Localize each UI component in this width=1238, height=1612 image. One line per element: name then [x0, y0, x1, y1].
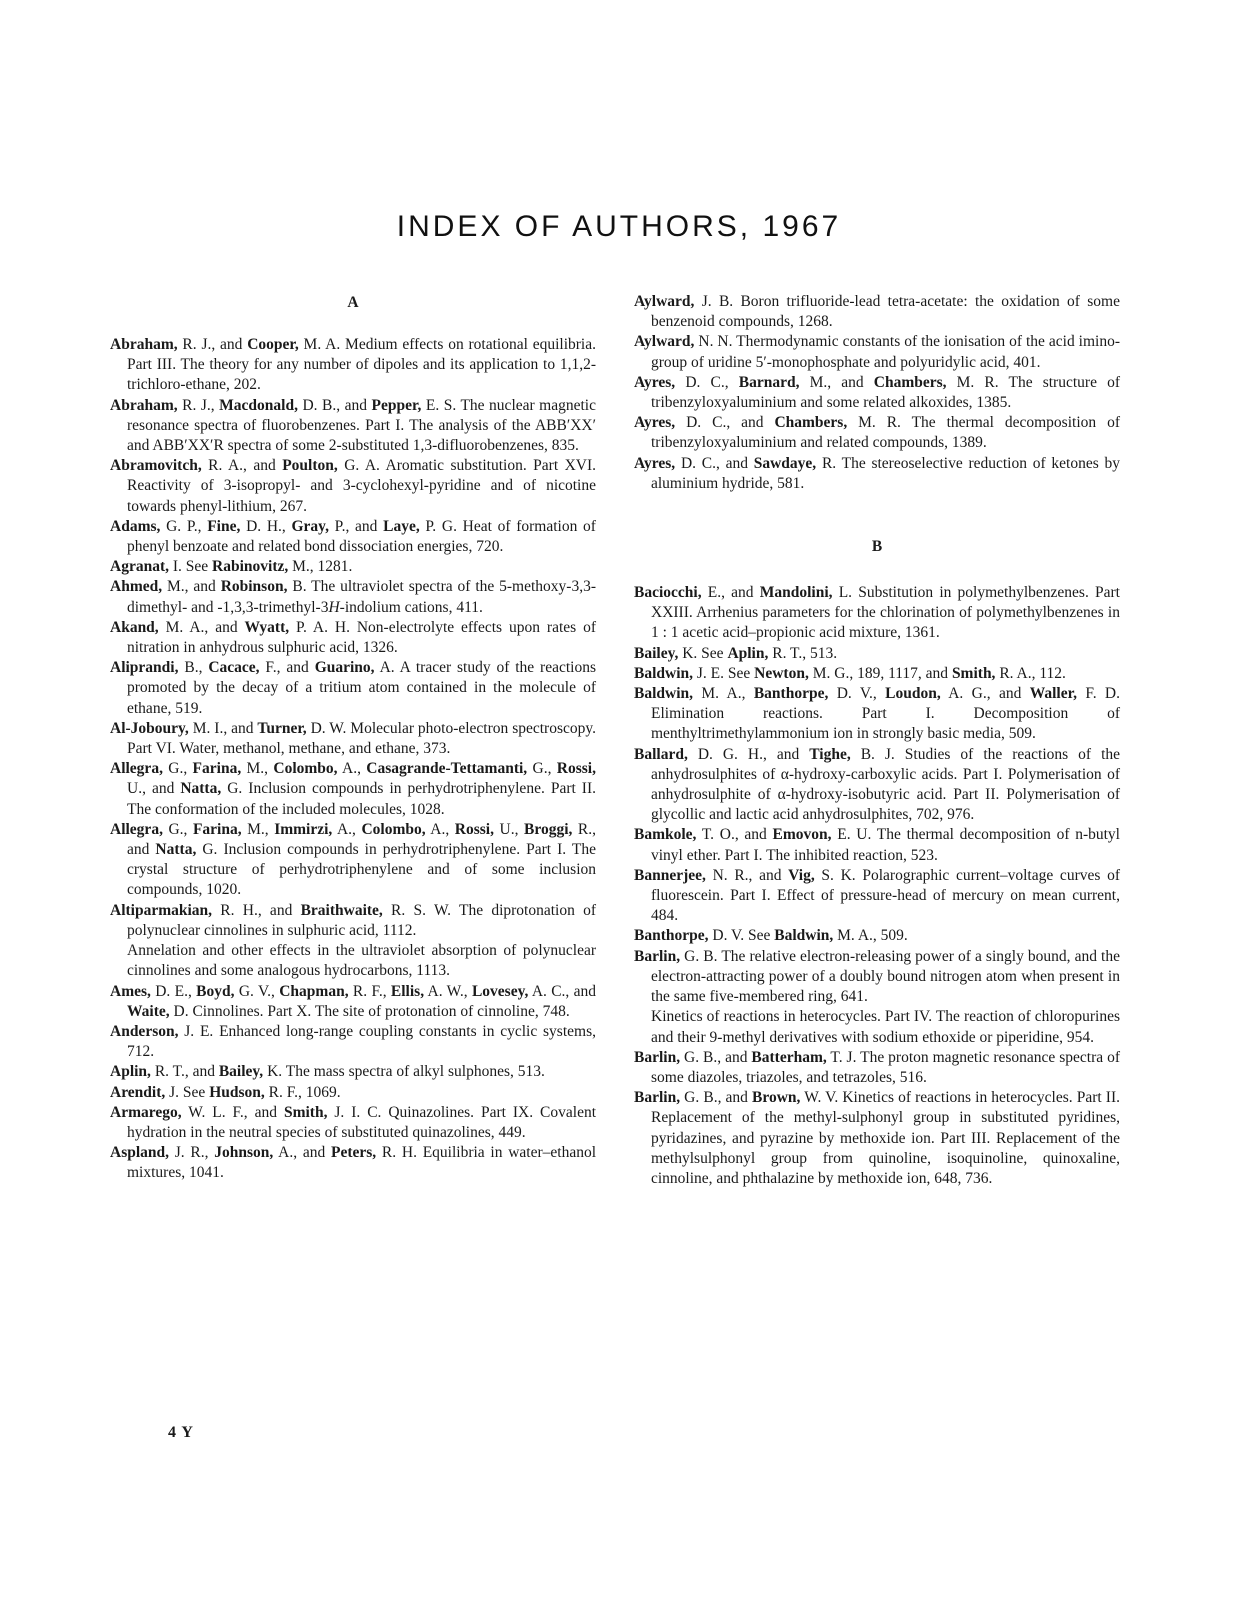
entry-text: A. C., and — [528, 982, 597, 1000]
author-name: Rossi, — [556, 760, 596, 778]
entry-text: G. P., — [160, 517, 208, 535]
author-name: Agranat, — [110, 558, 169, 576]
entry-text: D. W. Molecular photo-electron spectroscopy. Part VI. Water, methanol, methane, and ethane, 373. — [127, 719, 596, 758]
index-entry — [110, 1022, 596, 1062]
entry-text: J. E. See — [693, 664, 755, 682]
author-name: Mandolini, — [759, 584, 833, 602]
entry-text: G. Inclusion compounds in perhydrotriphenylene. Part I. The crystal structure of perhydrotriphenylene and of some inclusion compounds, 1020. — [127, 841, 596, 899]
author-name: Farina, — [192, 820, 242, 838]
author-name: Lovesey, — [471, 982, 529, 1000]
entry-text: A., — [337, 760, 367, 778]
entry-text: Annelation and other effects in the ultraviolet absorption of polynuclear cinnolines and some analogous hydrocarbons, 1113. — [127, 942, 596, 980]
author-name: Smith, — [951, 664, 996, 682]
author-name: Robinson, — [220, 578, 288, 596]
author-name: Arendit, — [110, 1083, 166, 1101]
page-folio: 4 Y — [168, 1424, 194, 1441]
entry-text: E. U. The thermal decomposition of n-butyl vinyl ether. Part I. The inhibited reaction, 523. — [651, 826, 1120, 864]
author-name: Gray, — [291, 517, 329, 535]
author-name: Tighe, — [809, 745, 851, 763]
index-entry — [110, 557, 596, 577]
index-entry — [634, 644, 1120, 664]
entry-text: D. C., and — [675, 454, 754, 472]
entry-text: N. N. Thermodynamic constants of the ionisation of the acid imino-group of uridine 5′-monophosphate and polyuridylic acid, 401. — [651, 333, 1120, 371]
author-name: Sawdaye, — [753, 454, 817, 472]
author-name: Colombo, — [273, 760, 338, 778]
entry-text: R. J., and — [177, 336, 248, 353]
index-entry — [634, 1088, 1120, 1189]
entry-text: G., — [527, 760, 557, 778]
entry-text: G. B. The relative electron-releasing power of a singly bound, and the electron-attracting power of a doubly bound nitrogen atom when present in the same five-membered ring, 641. — [651, 947, 1120, 1006]
index-entry — [110, 719, 596, 759]
index-entry — [110, 618, 596, 658]
author-name: Colombo, — [361, 820, 426, 838]
entry-text: D. B., and — [297, 396, 372, 414]
author-name: Abraham, — [110, 396, 178, 414]
entry-text: M. A. Medium effects on rotational equilibria. Part III. The theory for any number of dipoles and its application to 1,1,2-trichloro-ethane, 202. — [127, 336, 596, 394]
author-name: Chapman, — [279, 982, 349, 1000]
entry-text: G. V., — [234, 982, 280, 1000]
author-name: Loudon, — [885, 685, 941, 703]
entry-text: M. A., and — [158, 618, 245, 636]
author-name: Altiparmakian, — [110, 901, 213, 919]
index-entry — [634, 1048, 1120, 1088]
entry-text: R. J., — [177, 396, 220, 414]
author-name: Armarego, — [110, 1103, 182, 1121]
author-name: Allegra, — [110, 760, 163, 778]
author-name: Natta, — [180, 780, 222, 798]
entry-text: U., — [494, 820, 524, 838]
entry-text: R. The stereoselective reduction of ketones by aluminium hydride, 581. — [651, 454, 1120, 492]
entry-text: B. J. Studies of the reactions of the anhydrosulphites of α-hydroxy-carboxylic acids. Part I. Polymerisation of anhydrosulphite of α-hydroxy-isobutyric acid. Part II. Polymerisation of glycollic and lactic acid anhydrosulphites, 702, 976. — [651, 745, 1120, 824]
author-name: Vig, — [788, 866, 815, 884]
index-entry — [110, 1083, 596, 1103]
entry-text: F., and — [259, 659, 315, 677]
index-entry — [110, 901, 596, 941]
author-name: Aplin, — [727, 644, 769, 662]
index-entry — [634, 332, 1120, 372]
index-entry — [110, 577, 596, 617]
author-name: Pepper, — [371, 396, 422, 414]
author-name: Laye, — [383, 517, 420, 535]
author-name: Hudson, — [209, 1083, 265, 1101]
author-name: Aplin, — [110, 1063, 151, 1081]
index-entry — [110, 658, 596, 719]
author-name: Anderson, — [110, 1022, 179, 1040]
author-name: Peters, — [331, 1144, 377, 1162]
index-entry — [110, 335, 596, 396]
entry-text: D. E., — [150, 982, 197, 1000]
entry-text: R. F., — [348, 982, 391, 1000]
author-name: Waller, — [1029, 685, 1077, 703]
entry-text: A., — [332, 820, 362, 838]
author-name: Barlin, — [634, 947, 681, 965]
author-name: Barlin, — [634, 1048, 681, 1066]
author-name: Baldwin, — [634, 664, 694, 682]
entry-text: A., — [425, 820, 455, 838]
author-name: Abraham, — [110, 336, 178, 353]
index-entry — [634, 664, 1120, 684]
entry-text: D. Cinnolines. Part X. The site of protonation of cinnoline, 748. — [169, 1002, 570, 1020]
author-name: Smith, — [283, 1103, 328, 1121]
author-name: Ellis, — [390, 982, 425, 1000]
section-letter-a: A — [347, 294, 359, 311]
entry-text: A. G., and — [940, 685, 1030, 703]
entry-text: K. The mass spectra of alkyl sulphones, 513. — [263, 1063, 545, 1081]
left-entry-list — [110, 335, 596, 1184]
author-name: Abramovitch, — [110, 457, 202, 475]
index-entry — [634, 292, 1120, 332]
author-name: Adams, — [110, 517, 161, 535]
entry-text: R. A., and — [201, 457, 283, 475]
entry-text: J. See — [165, 1083, 210, 1101]
entry-text: M., and — [799, 373, 874, 391]
author-name: Wyatt, — [244, 618, 290, 636]
index-entry — [110, 820, 596, 901]
index-entry — [634, 866, 1120, 927]
entry-text: M. I., and — [188, 719, 258, 737]
author-name: Banthorpe, — [753, 685, 829, 703]
entry-text: M., — [241, 820, 275, 838]
entry-text: G. A. Aromatic substitution. Part XVI. Reactivity of 3-isopropyl- and 3-cyclohexyl-pyridine and of nicotine towards phenyl-lithium, 267. — [127, 457, 597, 515]
author-name: Broggi, — [524, 820, 573, 838]
entry-text: I. See — [168, 558, 213, 576]
author-name: Al-Joboury, — [110, 719, 189, 737]
entry-text: D. C., and — [675, 414, 775, 432]
index-entry — [634, 947, 1120, 1008]
right-top-entry-list — [634, 292, 1120, 494]
entry-text: R. A., 112. — [995, 664, 1066, 682]
author-name: Immirzi, — [274, 820, 333, 838]
entry-text: G. B., and — [680, 1089, 753, 1107]
author-name: Fine, — [207, 517, 241, 535]
author-name: Baldwin, — [774, 927, 834, 945]
author-name: Rossi, — [454, 820, 494, 838]
author-name: Poulton, — [282, 457, 338, 475]
author-name: Ballard, — [634, 745, 688, 763]
index-entry — [110, 517, 596, 557]
entry-text: R. S. W. The diprotonation of polynuclear cinnolines in sulphuric acid, 1112. — [127, 901, 596, 939]
index-entry — [634, 413, 1120, 453]
index-entry — [634, 583, 1120, 644]
author-name: Aliprandi, — [110, 659, 179, 677]
author-name: Macdonald, — [219, 396, 298, 414]
author-name: Casagrande-Tettamanti, — [366, 760, 528, 778]
entry-text: P., and — [328, 517, 384, 535]
index-entry — [634, 825, 1120, 865]
right-column — [634, 292, 1120, 1189]
entry-text: J. R., — [169, 1144, 215, 1162]
index-entry-continuation — [634, 1007, 1120, 1047]
author-name: Barlin, — [634, 1089, 681, 1107]
entry-text: U., and — [127, 780, 181, 798]
author-name: Aylward, — [634, 333, 695, 351]
index-entry — [634, 684, 1120, 745]
author-name: Allegra, — [110, 820, 163, 838]
author-name: Chambers, — [873, 373, 947, 391]
entry-text: S. K. Polarographic current–voltage curves of fluorescein. Part I. Effect of pressure-head of mercury on mean current, 484. — [651, 866, 1120, 925]
author-name: Emovon, — [772, 826, 832, 844]
author-name: Ayres, — [634, 373, 676, 391]
entry-text: K. See — [678, 644, 728, 662]
author-name: Aspland, — [110, 1144, 170, 1162]
entry-text: M. G., 189, 1117, and — [808, 664, 952, 682]
author-name: Bailey, — [634, 644, 679, 662]
entry-text: R. T., 513. — [768, 644, 838, 662]
author-name: Ayres, — [634, 454, 676, 472]
right-entry-list — [634, 583, 1120, 1189]
entry-text: M., and — [162, 578, 221, 596]
entry-text: D. C., — [675, 373, 739, 391]
entry-text: L. Substitution in polymethylbenzenes. Part XXIII. Arrhenius parameters for the chlorination of polymethylbenzenes in 1 : 1 acetic acid–propionic acid mixture, 1361. — [651, 584, 1120, 642]
entry-text: D. H., — [240, 517, 292, 535]
author-name: Cacace, — [208, 659, 260, 677]
left-column — [110, 292, 596, 1184]
entry-text: J. B. Boron trifluoride-lead tetra-acetate: the oxidation of some benzenoid compounds, 1268. — [651, 293, 1120, 331]
index-entry — [110, 396, 596, 457]
author-name: Aylward, — [634, 293, 695, 310]
entry-text: N. R., and — [705, 866, 789, 884]
author-name: Waite, — [127, 1002, 170, 1020]
entry-text: F. D. Elimination reactions. Part I. Decomposition of menthyltrimethylammonium ion in strongly basic media, 509. — [651, 685, 1120, 743]
entry-text: J. E. Enhanced long-range coupling constants in cyclic systems, 712. — [127, 1022, 596, 1061]
index-entry — [634, 926, 1120, 946]
index-entry — [110, 456, 596, 517]
author-name: Bamkole, — [634, 826, 697, 844]
entry-text: M. R. The structure of tribenzyloxyaluminium and some related alkoxides, 1385. — [651, 373, 1120, 412]
entry-text: -indolium cations, 411. — [339, 598, 483, 616]
entry-text: P. G. Heat of formation of phenyl benzoate and related bond dissociation energies, 720. — [127, 517, 596, 556]
author-name: Barnard, — [738, 373, 800, 391]
entry-text: G. Inclusion compounds in perhydrotriphenylene. Part II. The conformation of the included molecules, 1028. — [127, 780, 596, 818]
italic-text: H — [328, 598, 340, 616]
entry-text: R. T., and — [150, 1063, 219, 1081]
entry-text: R. H., and — [212, 901, 301, 919]
author-name: Bailey, — [218, 1063, 264, 1081]
entry-text: A. W., — [424, 982, 472, 1000]
entry-text: M., — [241, 760, 274, 778]
index-entry-continuation — [110, 941, 596, 981]
entry-text: M., 1281. — [288, 558, 353, 576]
author-name: Akand, — [110, 618, 159, 636]
index-entry — [634, 373, 1120, 413]
author-name: Guarino, — [314, 659, 375, 677]
author-name: Farina, — [192, 760, 242, 778]
entry-text: T. O., and — [696, 826, 773, 844]
entry-text: P. A. H. Non-electrolyte effects upon rates of nitration in anhydrous sulphuric acid, 1326. — [127, 618, 597, 657]
author-name: Baldwin, — [634, 685, 694, 703]
author-name: Bannerjee, — [634, 866, 706, 884]
entry-text: D. V. See — [708, 927, 775, 945]
author-name: Baciocchi, — [634, 584, 702, 602]
author-name: Batterham, — [751, 1048, 827, 1066]
author-name: Banthorpe, — [634, 927, 709, 945]
author-name: Braithwaite, — [300, 901, 383, 919]
author-name: Boyd, — [196, 982, 235, 1000]
entry-text: J. I. C. Quinazolines. Part IX. Covalent hydration in the neutral species of substituted quinazolines, 449. — [127, 1103, 596, 1141]
entry-text: R. F., 1069. — [264, 1083, 341, 1101]
entry-text: B., — [178, 659, 209, 677]
entry-text: M. R. The thermal decomposition of tribenzyloxyaluminium and related compounds, 1389. — [651, 414, 1120, 452]
entry-text: M. A., 509. — [833, 927, 908, 945]
author-name: Johnson, — [214, 1144, 274, 1162]
entry-text: T. J. The proton magnetic resonance spectra of some diazoles, triazoles, and tetrazoles, 516. — [651, 1048, 1120, 1086]
author-name: Turner, — [257, 719, 307, 737]
index-entry — [110, 1062, 596, 1082]
entry-text: A., and — [273, 1144, 331, 1162]
entry-text: E. S. The nuclear magnetic resonance spectra of fluorobenzenes. Part I. The analysis of the ABB′XX′ and ABB′XX′R spectra of some 2-substituted 1,3-difluorobenzenes, 835. — [127, 396, 596, 455]
entry-text: Kinetics of reactions in heterocycles. Part IV. The reaction of chloropurines and their 9-methyl derivatives with sodium ethoxide or piperidine, 954. — [651, 1008, 1120, 1046]
author-name: Ames, — [110, 982, 151, 1000]
page-title: INDEX OF AUTHORS, 1967 — [396, 210, 842, 243]
author-name: Natta, — [155, 841, 197, 859]
entry-text: E., and — [701, 584, 760, 602]
entry-text: D. G. H., and — [687, 745, 810, 763]
author-name: Ahmed, — [110, 578, 163, 596]
index-entry — [110, 759, 596, 820]
author-name: Cooper, — [247, 336, 299, 353]
entry-text: A. A tracer study of the reactions promoted by the decay of a tritium atom contained in the molecule of ethane, 519. — [127, 659, 597, 717]
author-name: Ayres, — [634, 414, 676, 432]
entry-text: R. H. Equilibria in water–ethanol mixtures, 1041. — [127, 1144, 597, 1182]
index-entry — [110, 1103, 596, 1143]
entry-text: D. V., — [828, 685, 886, 703]
entry-text: G., — [162, 820, 193, 838]
author-name: Rabinovitz, — [212, 558, 289, 576]
index-entry — [634, 745, 1120, 826]
author-name: Chambers, — [774, 414, 848, 432]
index-entry — [110, 1143, 596, 1183]
entry-text: R., and — [127, 820, 596, 859]
author-name: Brown, — [752, 1089, 801, 1107]
author-name: Newton, — [754, 664, 809, 682]
entry-text: W. V. Kinetics of reactions in heterocycles. Part II. Replacement of the methyl-sulphonyl group in substituted pyridines, pyridazines, and pyrazine by methoxide ion. Part III. Replacement of the methylsulphonyl group from quinoline, isoquinoline, quinoxaline, cinnoline, and phthalazine by methoxide ion, 648, 736. — [651, 1089, 1120, 1187]
entry-text: G., — [162, 760, 193, 778]
entry-text: W. L. F., and — [181, 1103, 284, 1121]
index-entry — [634, 454, 1120, 494]
index-entry — [110, 982, 596, 1022]
entry-text: M. A., — [693, 685, 754, 703]
entry-text: B. The ultraviolet spectra of the 5-methoxy-3,3-dimethyl- and -1,3,3-trimethyl-3 — [127, 578, 596, 616]
entry-text: G. B., and — [680, 1048, 752, 1066]
section-letter-b: B — [871, 538, 883, 556]
